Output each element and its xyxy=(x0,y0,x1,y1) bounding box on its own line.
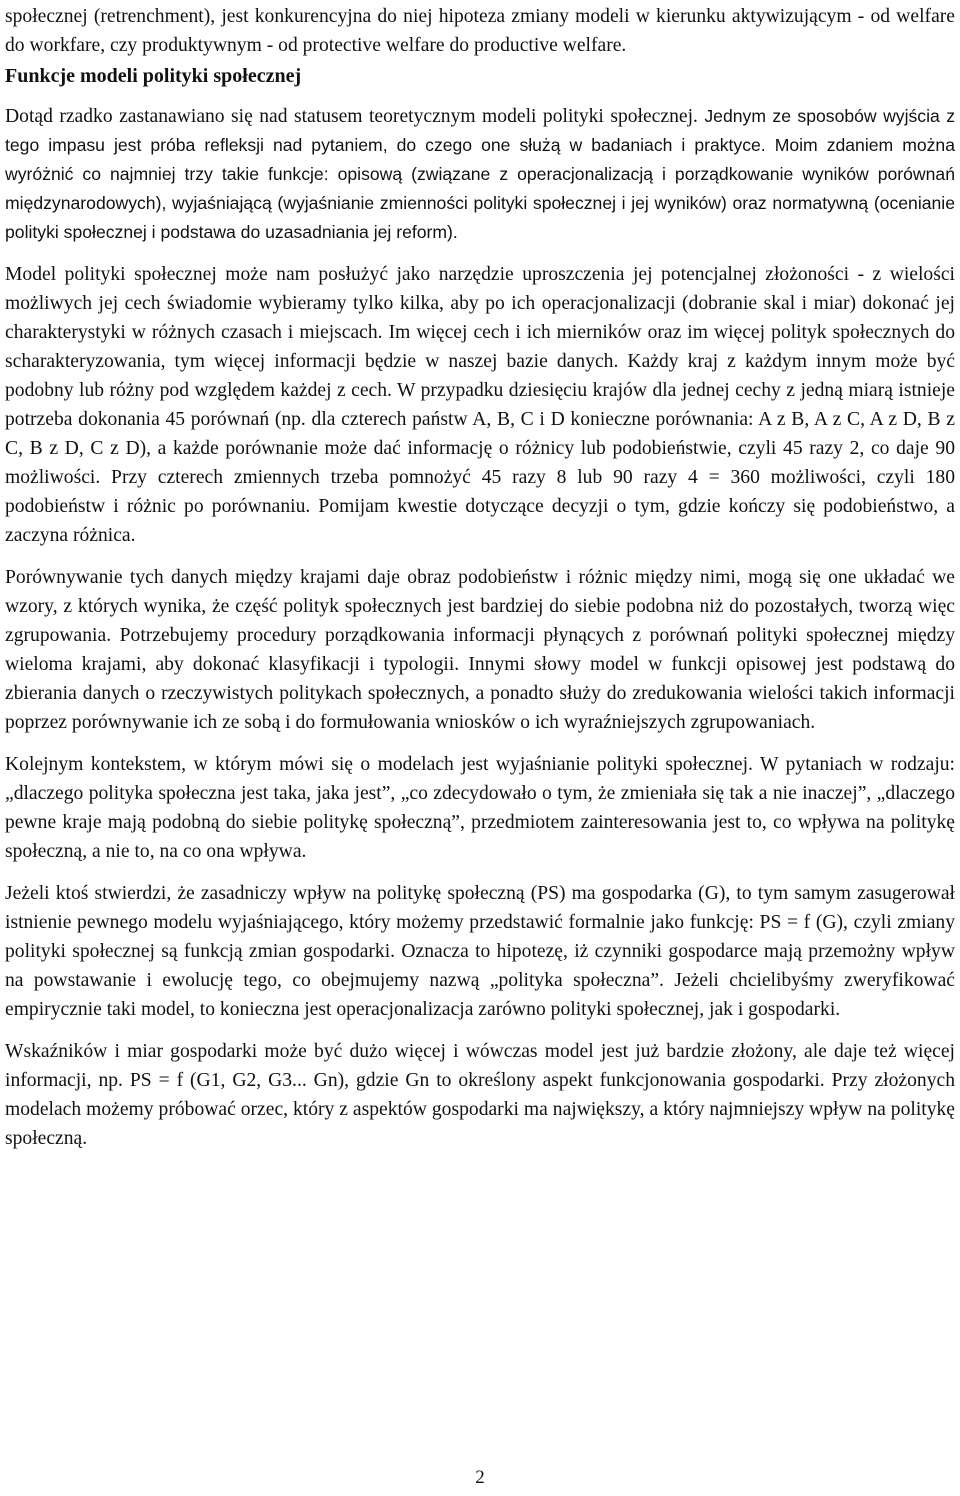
paragraph-model-simplification: Model polityki społecznej może nam posłużyć jako narzędzie uproszczenia jej potencjalnej złożoności - z wielości możliwych jej cech świadomie wybieramy tylko kilka, aby po ich operacjonalizacji (dobranie skal i miar) dokonać jej charakterystyki w różnych czasach i miejscach. Im więcej cech i ich mierników oraz im więcej polityk społecznych do scharakteryzowania, tym więcej informacji będzie w naszej bazie danych. Każdy kraj z każdym innym może być podobny lub różny pod względem każdej z cech. W przypadku dziesięciu krajów dla jednej cechy z jedną miarą istnieje potrzeba dokonania 45 porównań (np. dla czterech państw A, B, C i D konieczne porównania: A z B, A z C, A z D, B z C, B z D, C z D), a każde porównanie może dać informację o różnicy lub podobieństwie, czyli 45 razy 2, co daje 90 możliwości. Przy czterech zmiennych trzeba pomnożyć 45 razy 8 lub 90 razy 4 = 360 możliwości, czyli 180 podobieństw i różnic po porównaniu. Pomijam kwestie dotyczące decyzji o tym, gdzie kończy się podobieństwo, a zaczyna różnica. xyxy=(5,264,955,546)
paragraph-economy-hypothesis: Jeżeli ktoś stwierdzi, że zasadniczy wpływ na politykę społeczną (PS) ma gospodarka (G), to tym samym zasugerował istnienie pewnego modelu wyjaśniającego, który możemy przedstawić formalnie jako funkcję: PS = f (G), czyli zmiany polityki społecznej są funkcją zmian gospodarki. Oznacza to hipotezę, iż czynniki gospodarce mają przemożny wpływ na powstawanie i ewolucję tego, co obejmujemy nazwą „polityka społeczna”. Jeżeli chcielibyśmy zweryfikować empirycznie taki model, to konieczna jest operacjonalizacja zarówno polityki społecznej, jak i gospodarki. xyxy=(5,883,955,1020)
paragraph-functions xyxy=(5,102,955,247)
page-number: 2 xyxy=(475,1467,485,1488)
section-heading: Funkcje modeli polityki społecznej xyxy=(5,65,302,87)
document-body xyxy=(5,2,955,1153)
paragraph-explanation: Kolejnym kontekstem, w którym mówi się o modelach jest wyjaśnianie polityki społecznej. W pytaniach w rodzaju: „dlaczego polityka społeczna jest taka, jaka jest”, „co zdecydowało o tym, że zmieniała się tak a nie inaczej”, „dlaczego pewne kraje mają podobną do siebie politykę społeczną”, przedmiotem zainteresowania jest to, co wpływa na politykę społeczną, a nie to, na co ona wpływa. xyxy=(5,754,955,862)
paragraph-comparison: Porównywanie tych danych między krajami daje obraz podobieństw i różnic między nimi, mogą się one układać we wzory, z których wynika, że część polityk społecznych jest bardziej do siebie podobna niż do pozostałych, tworzą więc zgrupowania. Potrzebujemy procedury porządkowania informacji płynących z porównań polityki społecznej między wieloma krajami, aby dokonać klasyfikacji i typologii. Innymi słowy model w funkcji opisowej jest podstawą do zbierania danych o rzeczywistych politykach społecznych, a ponadto służy do zredukowania wielości takich informacji poprzez porównywanie ich ze sobą i do formułowania wniosków o ich wyraźniejszych zgrupowaniach. xyxy=(5,567,955,733)
paragraph-functions-serif-text: Dotąd rzadko zastanawiano się nad statusem teoretycznym modeli polityki społecznej. xyxy=(5,106,698,127)
paragraph-functions-sans-text: Jednym ze sposobów wyjścia z tego impasu jest próba refleksji nad pytaniem, do czego one służą w badaniach i praktyce. Moim zdaniem można wyróżnić co najmniej trzy takie funkcje: opisową (związane z operacjonalizacją i porządkowanie wyników porównań międzynarodowych), wyjaśniającą (wyjaśnianie zmienności polityki społecznej i jej wyników) oraz normatywną (ocenianie polityki społecznej i podstawa do uzasadniania jej reform). xyxy=(5,106,955,242)
paragraph-indicators: Wskaźników i miar gospodarki może być dużo więcej i wówczas model jest już bardzie złożony, ale daje też więcej informacji, np. PS = f (G1, G2, G3... Gn), gdzie Gn to określony aspekt funkcjonowania gospodarki. Przy złożonych modelach możemy próbować orzec, który z aspektów gospodarki ma największy, a który najmniejszy wpływ na politykę społeczną. xyxy=(5,1041,955,1149)
intro-paragraph: społecznej (retrenchment), jest konkurencyjna do niej hipoteza zmiany modeli w kierunku aktywizującym - od welfare do workfare, czy produktywnym - od protective welfare do productive welfare. xyxy=(5,6,955,56)
